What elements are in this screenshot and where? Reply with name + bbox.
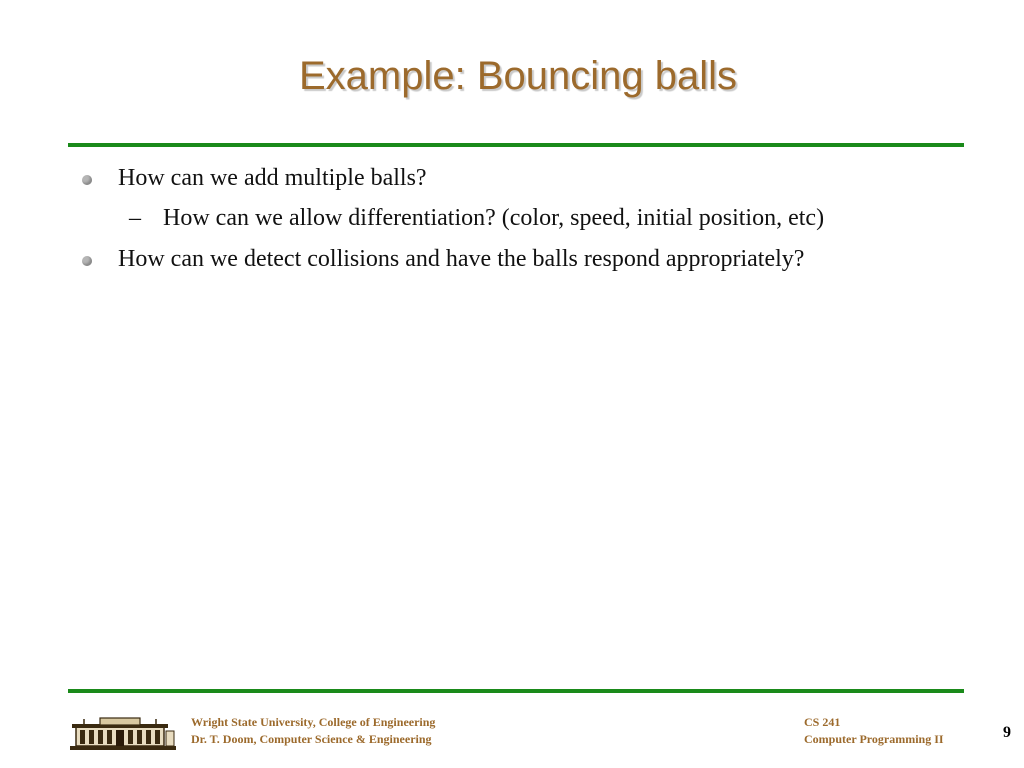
bullet-dot-icon [82,175,92,185]
footer-right [804,714,944,748]
bullet-text: How can we add multiple balls? [118,165,427,191]
bullet-text: How can we detect collisions and have the balls respond appropriately? [118,246,805,272]
bullet-item [118,243,804,275]
sub-bullet-dash: – [129,205,141,231]
bullet-dot-icon [82,256,92,266]
footer-course-name: Computer Programming II [804,732,944,746]
slide-title: Example: Bouncing balls [298,54,738,98]
footer-university: Wright State University, College of Engineering [191,715,436,729]
bullet-item [118,162,427,194]
footer-divider [68,689,964,693]
footer-left [191,714,435,748]
page-number: 9 [1003,724,1011,741]
title-divider [68,143,964,147]
footer-course-code: CS 241 [804,715,841,729]
university-building-icon [70,715,176,751]
sub-bullet-text: How can we allow differentiation? (color, speed, initial position, etc) [163,205,825,231]
footer-instructor: Dr. T. Doom, Computer Science & Engineering [191,732,432,746]
sub-bullet-item [129,202,825,234]
